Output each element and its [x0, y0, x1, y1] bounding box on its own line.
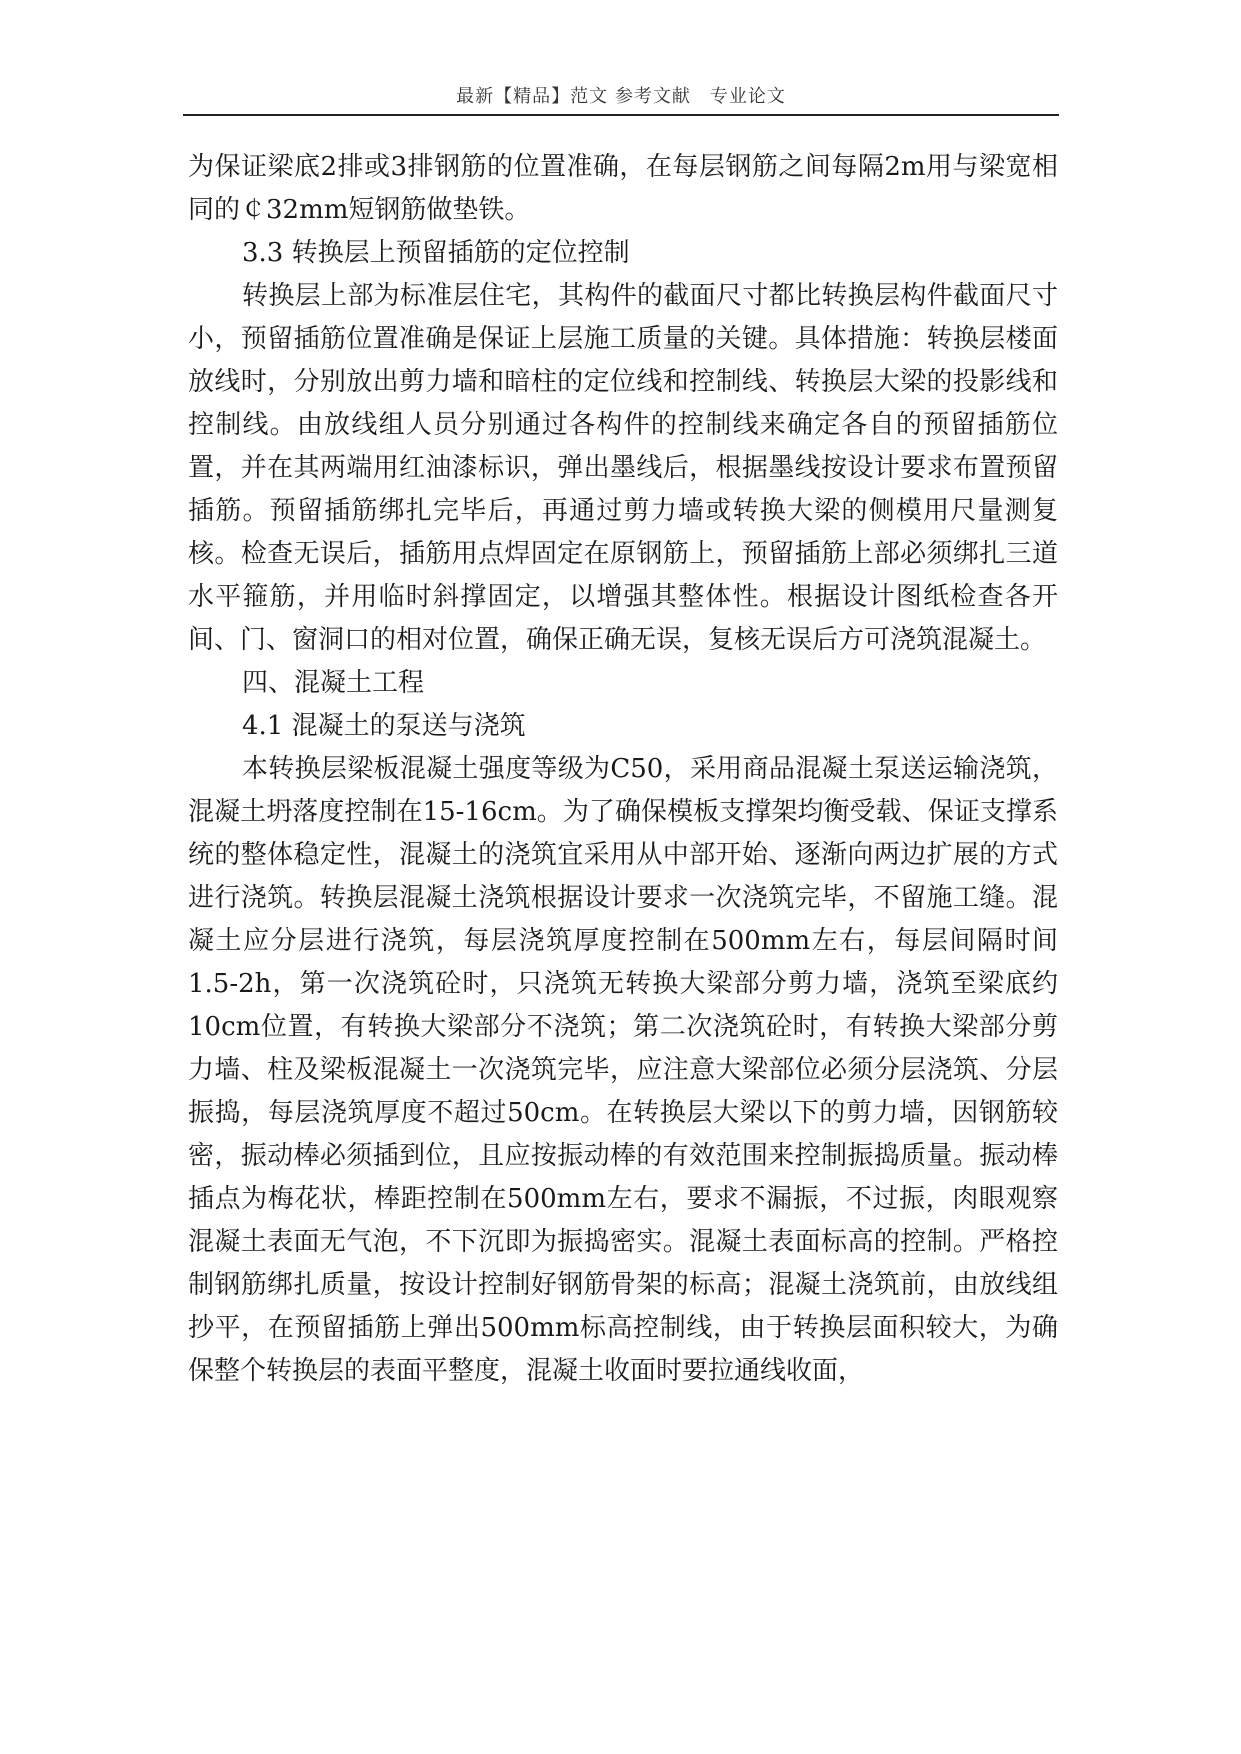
- paragraph-concrete-pouring: 本转换层梁板混凝土强度等级为C50，采用商品混凝土泵送运输浇筑，混凝土坍落度控制在15-16cm。为了确保模板支撑架均衡受载、保证支撑系统的整体稳定性，混凝土的浇筑宜采用从中部开始、逐渐向两边扩展的方式进行浇筑。转换层混凝土浇筑根据设计要求一次浇筑完毕，不留施工缝。混凝土应分层进行浇筑，每层浇筑厚度控制在500mm左右，每层间隔时间1.5-2h，第一次浇筑砼时，只浇筑无转换大梁部分剪力墙，浇筑至梁底约10cm位置，有转换大梁部分不浇筑；第二次浇筑砼时，有转换大梁部分剪力墙、柱及梁板混凝土一次浇筑完毕，应注意大梁部位必须分层浇筑、分层振捣，每层浇筑厚度不超过50cm。在转换层大梁以下的剪力墙，因钢筋较密，振动棒必须插到位，且应按振动棒的有效范围来控制振捣质量。振动棒插点为梅花状，棒距控制在500mm左右，要求不漏振，不过振，肉眼观察混凝土表面无气泡，不下沉即为振捣密实。混凝土表面标高的控制。严格控制钢筋绑扎质量，按设计控制好钢筋骨架的标高；混凝土浇筑前，由放线组抄平，在预留插筋上弹出500mm标高控制线，由于转换层面积较大，为确保整个转换层的表面平整度，混凝土收面时要拉通线收面，: [188, 754, 1058, 1386]
- chapter-heading-concrete: 四、混凝土工程: [242, 668, 425, 698]
- section-heading-4-1: 4.1 混凝土的泵送与浇筑: [242, 711, 526, 741]
- paragraph-dowel-positioning: 转换层上部为标准层住宅，其构件的截面尺寸都比转换层构件截面尺寸小，预留插筋位置准确是保证上层施工质量的关键。具体措施：转换层楼面放线时，分别放出剪力墙和暗柱的定位线和控制线、转换层大梁的投影线和控制线。由放线组人员分别通过各构件的控制线来确定各自的预留插筋位置，并在其两端用红油漆标识，弹出墨线后，根据墨线按设计要求布置预留插筋。预留插筋绑扎完毕后，再通过剪力墙或转换大梁的侧模用尺量测复核。检查无误后，插筋用点焊固定在原钢筋上，预留插筋上部必须绑扎三道水平箍筋，并用临时斜撑固定，以增强其整体性。根据设计图纸检查各开间、门、窗洞口的相对位置，确保正确无误，复核无误后方可浇筑混凝土。: [188, 281, 1058, 655]
- section-heading-3-3: 3.3 转换层上预留插筋的定位控制: [242, 238, 630, 268]
- document-body: [188, 146, 1058, 1393]
- page-header: 最新【精品】范文 参考文献 专业论文: [456, 86, 786, 107]
- paragraph-rebar-spacer: 为保证梁底2排或3排钢筋的位置准确，在每层钢筋之间每隔2m用与梁宽相同的￠32mm短钢筋做垫铁。: [188, 152, 1058, 225]
- header-divider: [183, 114, 1059, 116]
